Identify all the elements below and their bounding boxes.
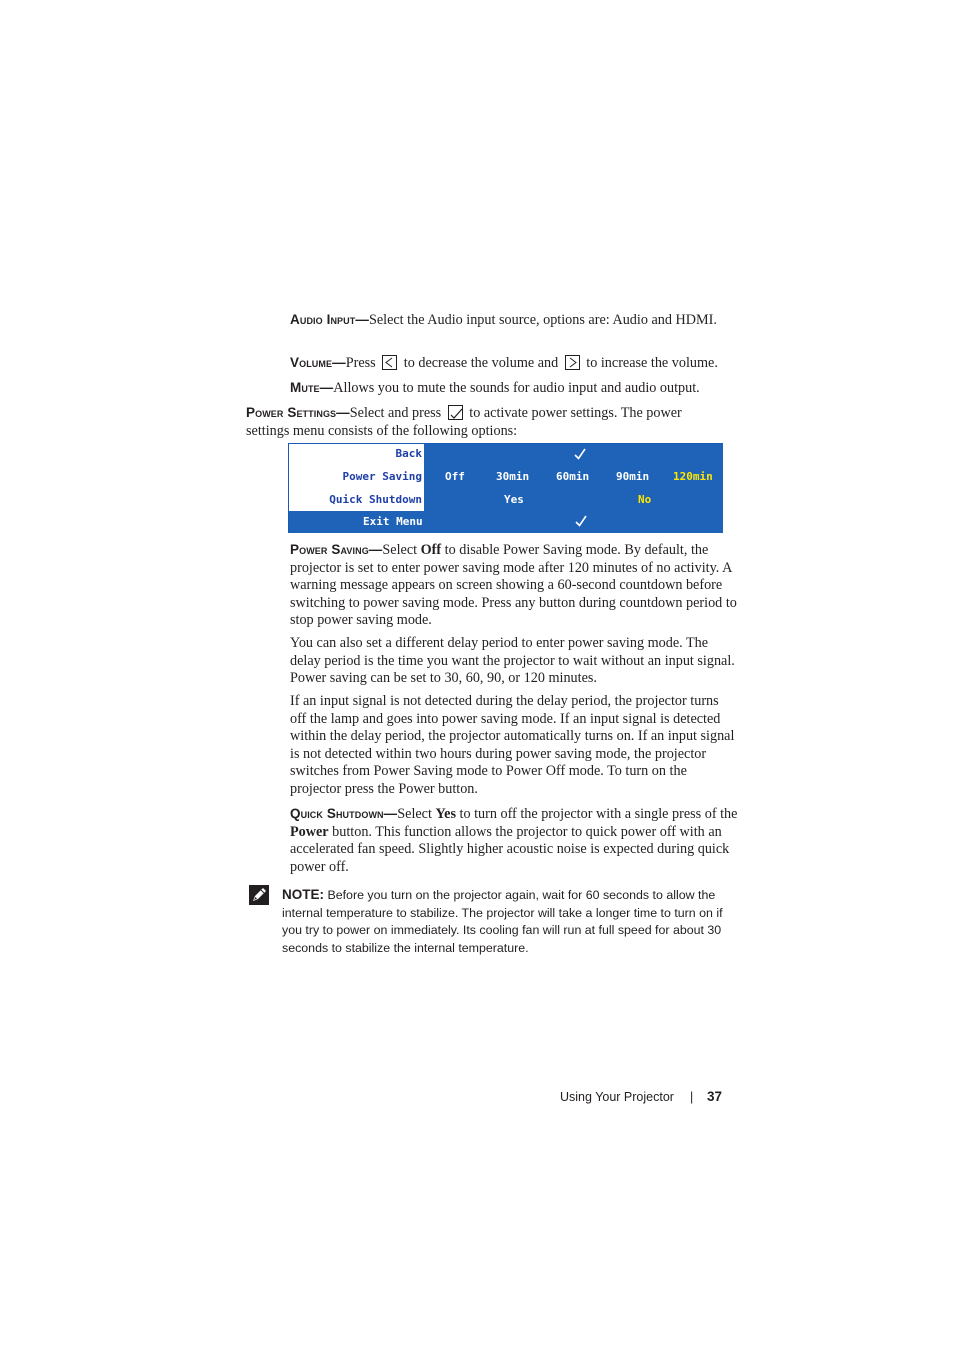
power-saving-para3: If an input signal is not detected during the delay period, the projector turns off the lamp and goes into power saving mode. If an input signal is detected within the delay period, the projector automatically turns on. If an input signal is not detected within two hours during power saving mode, the projector switches from Power Saving mode to Power Off mode. To turn on the projector press the Power button. <box>290 693 735 797</box>
audio-input-text: Select the Audio input source, options are: Audio and HDMI. <box>368 312 717 328</box>
footer-section-title: Using Your Projector <box>560 1090 674 1104</box>
exit-checkmark-icon[interactable] <box>574 514 588 528</box>
audio-input-heading: Audio Input— <box>290 312 369 327</box>
quick-shutdown-post: button. This function allows the projector to quick power off with an accelerated fan speed. Slightly higher acoustic noise is expected during quick power off. <box>290 823 730 875</box>
mute-heading: Mute— <box>290 380 334 395</box>
back-checkmark-icon[interactable] <box>573 447 587 461</box>
power-saving-option-30min[interactable]: 30min <box>496 470 530 483</box>
menu-item-power-saving[interactable]: Power Saving <box>342 470 422 483</box>
power-saving-delay-paragraph <box>290 635 738 688</box>
power-saving-para2: You can also set a different delay period to enter power saving mode. The delay period is the time you want the projector to wait without an input signal. Power saving can be set to 30, 60, 90, or 120 minutes. <box>290 635 735 687</box>
power-settings-menu <box>288 443 723 533</box>
mute-paragraph <box>290 379 750 398</box>
quick-shutdown-paragraph <box>290 805 738 876</box>
quick-shutdown-option-yes[interactable]: Yes <box>504 493 524 506</box>
power-settings-pre: Select and press <box>349 405 442 421</box>
page-number: 37 <box>707 1089 723 1104</box>
power-saving-option-60min[interactable]: 60min <box>556 470 590 483</box>
volume-middle-text: to decrease the volume and <box>403 355 559 371</box>
power-saving-option-90min[interactable]: 90min <box>616 470 650 483</box>
footer-separator: | <box>690 1090 694 1104</box>
power-saving-pre: Select <box>382 542 418 558</box>
mute-text: Allows you to mute the sounds for audio input and audio output. <box>333 380 700 396</box>
power-saving-off-word: Off <box>420 542 442 558</box>
power-saving-option-120min[interactable]: 120min <box>673 470 713 483</box>
menu-exit-row[interactable] <box>289 511 723 533</box>
volume-press-text: Press <box>345 355 376 371</box>
note-label: NOTE: <box>282 887 324 902</box>
power-settings-heading: Power Settings— <box>246 405 350 420</box>
audio-input-paragraph <box>290 311 740 330</box>
power-settings-paragraph <box>246 404 726 440</box>
quick-shutdown-mid: to turn off the projector with a single press of the <box>459 806 738 822</box>
menu-item-back[interactable]: Back <box>395 447 422 460</box>
menu-labels-panel <box>289 444 424 511</box>
power-saving-heading: Power Saving— <box>290 542 383 557</box>
volume-heading: Volume— <box>290 355 346 370</box>
quick-shutdown-yes-word: Yes <box>435 806 456 822</box>
power-settings-post: to activate power settings. The power settings menu consists of the following options: <box>246 405 682 439</box>
power-saving-option-off[interactable]: Off <box>445 470 465 483</box>
left-arrow-box-icon <box>382 355 397 370</box>
checkmark-box-icon <box>448 405 463 420</box>
note-text: Before you turn on the projector again, wait for 60 seconds to allow the internal temperature to stabilize. The projector will take a longer time to turn on if you try to power on immediately. Its cooling fan will run at full speed for about 30 seconds to stabilize the internal temperature. <box>282 888 723 955</box>
menu-item-quick-shutdown[interactable]: Quick Shutdown <box>329 493 422 506</box>
volume-paragraph <box>290 354 750 373</box>
note-pencil-icon <box>248 884 270 906</box>
volume-end-text: to increase the volume. <box>586 355 718 371</box>
right-arrow-box-icon <box>565 355 580 370</box>
power-saving-signal-paragraph <box>290 693 738 799</box>
quick-shutdown-option-no[interactable]: No <box>638 493 652 506</box>
quick-shutdown-heading: Quick Shutdown— <box>290 806 398 821</box>
menu-item-exit[interactable]: Exit Menu <box>363 515 423 528</box>
menu-options-panel <box>424 444 723 511</box>
note-paragraph <box>282 886 742 957</box>
quick-shutdown-power-word: Power <box>290 823 329 840</box>
power-saving-paragraph <box>290 541 738 630</box>
power-saving-post: to disable Power Saving mode. By default, the projector is set to enter power saving mode after 120 minutes of no activity. A warning message appears on screen showing a 60-second countdown before switching to power saving mode. Press any button during countdown period to stop power saving mode. <box>290 542 737 629</box>
quick-shutdown-pre: Select <box>397 806 432 822</box>
